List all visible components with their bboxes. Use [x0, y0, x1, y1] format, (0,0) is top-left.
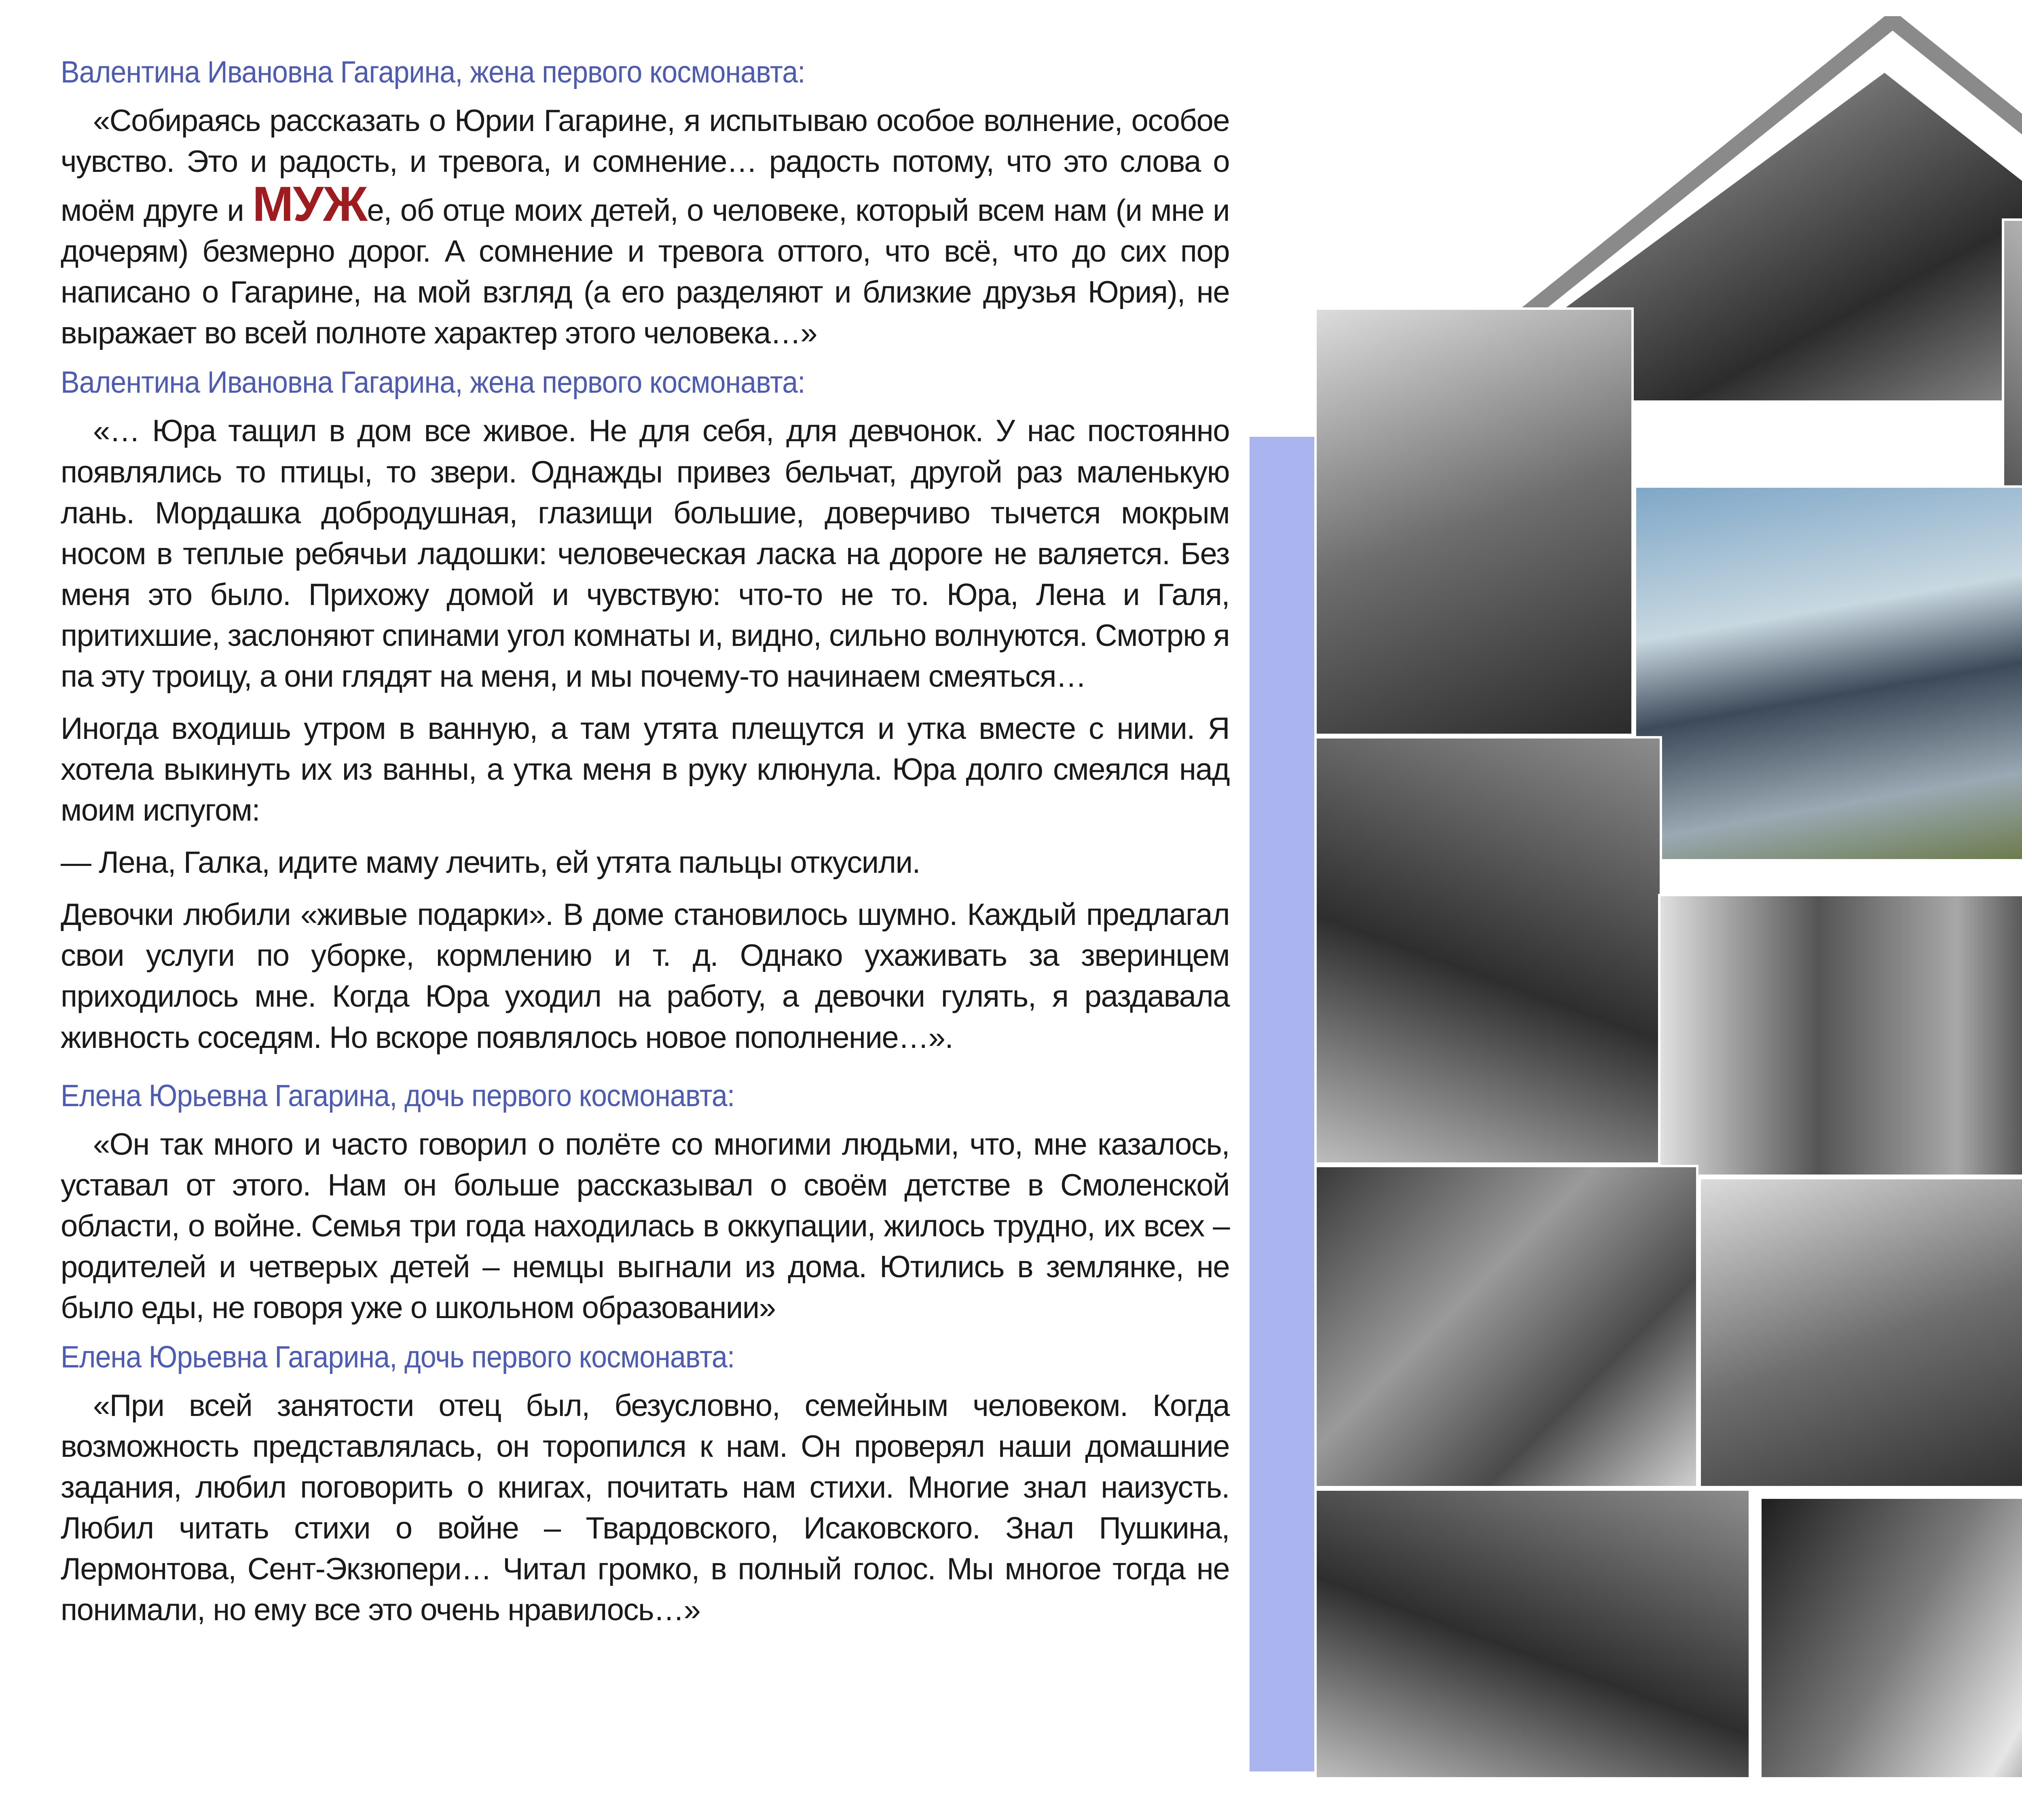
photo-kisses — [1698, 1177, 2022, 1488]
left-text-column — [61, 55, 1229, 1642]
quote-heading: Елена Юрьевна Гагарина, дочь первого космонавта: — [61, 1078, 735, 1113]
quote-paragraph: «При всей занятости отец был, безусловно, семейным человеком. Когда возможность представлялась, он торопился к нам. Он проверял наши домашние задания, любил поговорить о книгах, почитать нам стихи. Многие знал наизусть. Любил читать стихи о войне – Твардовского, Исаковского. Знал Пушкина, Лермонтова, Сент-Экзюпери… Читал громко, в полный голос. Мы многое тогда не понимали, но ему все это очень нравилось…» — [61, 1388, 1229, 1627]
quote-paragraph: Иногда входишь утром в ванную, а там утята плещутся и утка вместе с ними. Я хотела выкинуть их из ванны, а утка меня в руку клюнула. Юра долго смеялся над моим испугом: — [61, 711, 1229, 828]
quote-paragraph — [61, 100, 1229, 353]
quote-heading: Елена Юрьевна Гагарина, дочь первого космонавта: — [61, 1340, 735, 1375]
quote-text: «Собираясь рассказать о Юрии Гагарине, я испытываю особое волнение, особое чувство. Это и радость, и тревога, и сомнение… радость потому, что это слова о моём друге и — [61, 104, 1229, 228]
quote-paragraph: «Он так много и часто говорил о полёте со многими людьми, что, мне казалось, уставал от этого. Нам он больше рассказывал о своём детстве в Смоленской области, о войне. Семья три года находилась в оккупации, жилось трудно, их всех – родителей и четверых детей – немцы выгнали из дома. Ютились в землянке, не было еды, не говоря уже о школьном образовании» — [61, 1127, 1229, 1325]
quote-heading: Валентина Ивановна Гагарина, жена первого космонавта: — [61, 365, 805, 400]
emphasis-word: МУЖ — [252, 176, 367, 232]
quote-paragraph: — Лена, Галка, идите маму лечить, ей утята пальцы откусили. — [61, 845, 920, 880]
photo-workshop — [1314, 1488, 1751, 1780]
photo-uniform-daughter — [1759, 1496, 2022, 1780]
photo-color-couple — [1634, 485, 2022, 861]
quote-paragraph: Девочки любили «живые подарки». В доме становилось шумно. Каждый предлагал свои услуги по уборке, кормлению и т. д. Однако ухаживать за зверинцем приходилось мне. Когда Юра уходил на работу, а девочки гулять, я раздавала живность соседям. Но вскоре появлялось новое пополнение…». — [61, 897, 1229, 1055]
photo-father-baby — [1314, 307, 1634, 736]
quote-text: е, об отце моих детей, о человеке, который всем нам (и мне и дочерям) безмерно дорог. А сомнение и тревога оттого, что всё, что до сих пор написано о Гагарине, на мой взгляд (а его разделяют и близкие друзья Юрия), не выражает во всей полноте характер этого человека…» — [61, 193, 1229, 351]
quote-heading: Валентина Ивановна Гагарина, жена первого космонавта: — [61, 55, 805, 89]
photo-family-room — [1314, 736, 1662, 1165]
photo-homework — [1314, 1165, 1698, 1488]
photo-library — [1658, 894, 2022, 1177]
quote-paragraph: «… Юра тащил в дом все живое. Не для себя, для девчонок. У нас постоянно появлялись то птицы, то звери. Однажды привез бельчат, другой раз маленькую лань. Мордашка добродушная, глазищи большие, доверчиво тычется мокрым носом в теплые ребячьи ладошки: человеческая ласка на дороге не валяется. Без меня это было. Прихожу домой и чувствую: что-то не то. Юра, Лена и Галя, притихшие, заслоняют спинами угол комнаты и, видно, сильно волнуются. Смотрю я па эту троицу, а они глядят на меня, и мы почему-то начинаем смеяться… — [61, 414, 1229, 694]
